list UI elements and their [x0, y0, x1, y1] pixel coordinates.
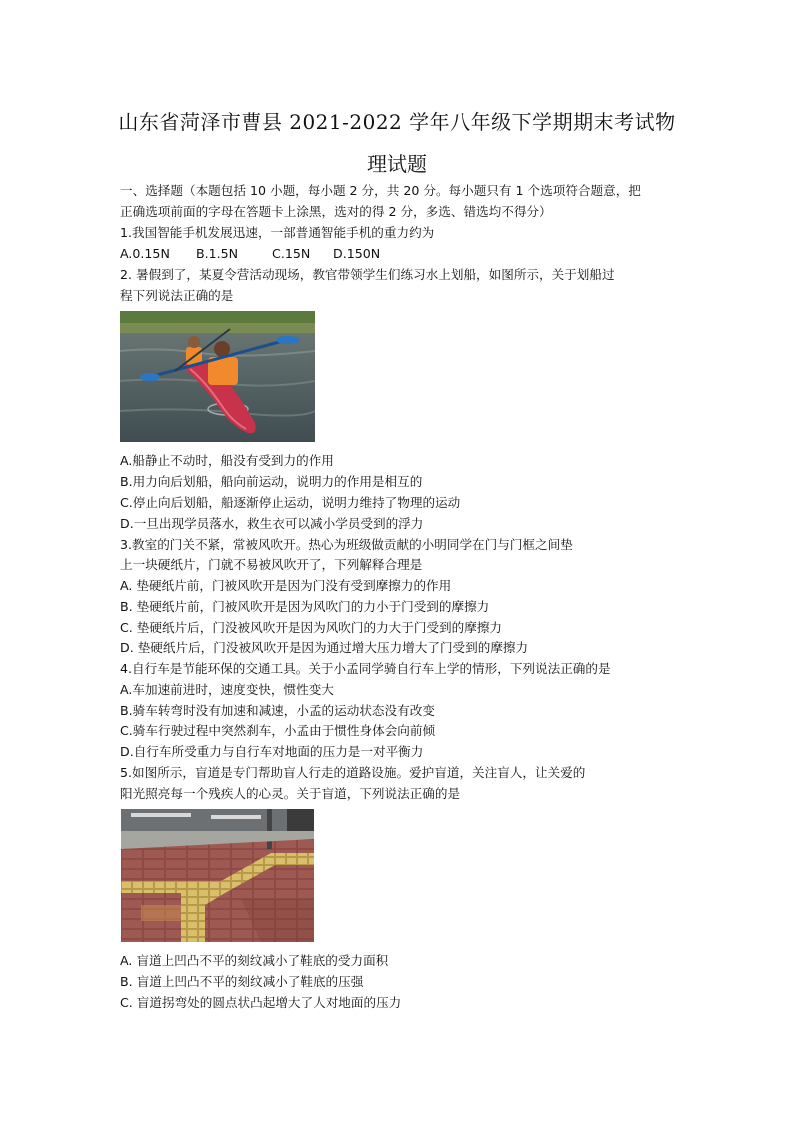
question-5-stem-line1: 5.如图所示，盲道是专门帮助盲人行走的道路设施。爱护盲道，关注盲人，让关爱的 [120, 765, 586, 780]
question-5-option-b: B. 盲道上凹凸不平的刻纹减小了鞋底的压强 [120, 974, 364, 989]
question-2-stem-line1: 2. 暑假到了，某夏令营活动现场，教官带领学生们练习水上划船，如图所示，关于划船过 [120, 267, 615, 282]
question-3-option-c: C. 垫硬纸片后，门没被风吹开是因为风吹门的力大于门受到的摩擦力 [120, 620, 503, 635]
tactile-paving-photo [121, 809, 314, 942]
question-3-stem-line1: 3.教室的门关不紧，常被风吹开。热心为班级做贡献的小明同学在门与门框之间垫 [120, 537, 573, 552]
question-3-option-a: A. 垫硬纸片前，门被风吹开是因为门没有受到摩擦力的作用 [120, 578, 452, 593]
question-1-option-d: D.150N [333, 246, 381, 261]
question-5-option-c: C. 盲道拐弯处的圆点状凸起增大了人对地面的压力 [120, 995, 402, 1010]
question-2-option-c: C.停止向后划船，船逐渐停止运动，说明力维持了物理的运动 [120, 495, 461, 510]
question-4-option-b: B.骑车转弯时没有加速和减速，小孟的运动状态没有改变 [120, 703, 435, 718]
kayak-photo [120, 311, 315, 442]
question-5-stem-line2: 阳光照亮每一个残疾人的心灵。关于盲道，下列说法正确的是 [120, 786, 461, 801]
exam-title-line2: 理试题 [367, 152, 427, 176]
section-instructions-line1: 一、选择题（本题包括 10 小题，每小题 2 分，共 20 分。每小题只有 1 个选项符合题意，把 [120, 183, 641, 198]
question-3-option-b: B. 垫硬纸片前，门被风吹开是因为风吹门的力小于门受到的摩擦力 [120, 599, 490, 614]
question-1-option-c: C.15N [272, 246, 311, 261]
question-4-option-c: C.骑车行驶过程中突然刹车，小孟由于惯性身体会向前倾 [120, 723, 436, 738]
question-5-option-a: A. 盲道上凹凸不平的刻纹减小了鞋底的受力面积 [120, 953, 389, 968]
question-4-option-a: A.车加速前进时，速度变快，惯性变大 [120, 682, 334, 697]
question-2-stem-line2: 程下列说法正确的是 [120, 288, 234, 303]
question-1-option-a: A.0.15N [120, 246, 170, 261]
question-1-options [120, 246, 380, 262]
question-1-stem: 1.我国智能手机发展迅速，一部普通智能手机的重力约为 [120, 225, 435, 240]
question-2-option-d: D.一旦出现学员落水，救生衣可以减小学员受到的浮力 [120, 516, 424, 531]
question-4-stem: 4.自行车是节能环保的交通工具。关于小孟同学骑自行车上学的情形，下列说法正确的是 [120, 661, 611, 676]
question-1-option-b: B.1.5N [196, 246, 239, 261]
question-3-option-d: D. 垫硬纸片后，门没被风吹开是因为通过增大压力增大了门受到的摩擦力 [120, 640, 529, 655]
question-2-option-b: B.用力向后划船，船向前运动，说明力的作用是相互的 [120, 474, 423, 489]
question-3-stem-line2: 上一块硬纸片，门就不易被风吹开了，下列解释合理是 [120, 557, 423, 572]
question-4-option-d: D.自行车所受重力与自行车对地面的压力是一对平衡力 [120, 744, 424, 759]
section-instructions-line2: 正确选项前面的字母在答题卡上涂黑，选对的得 2 分，多选、错选均不得分） [120, 204, 552, 219]
exam-title-line1: 山东省菏泽市曹县 2021-2022 学年八年级下学期期末考试物 [118, 110, 676, 134]
question-2-option-a: A.船静止不动时，船没有受到力的作用 [120, 453, 334, 468]
